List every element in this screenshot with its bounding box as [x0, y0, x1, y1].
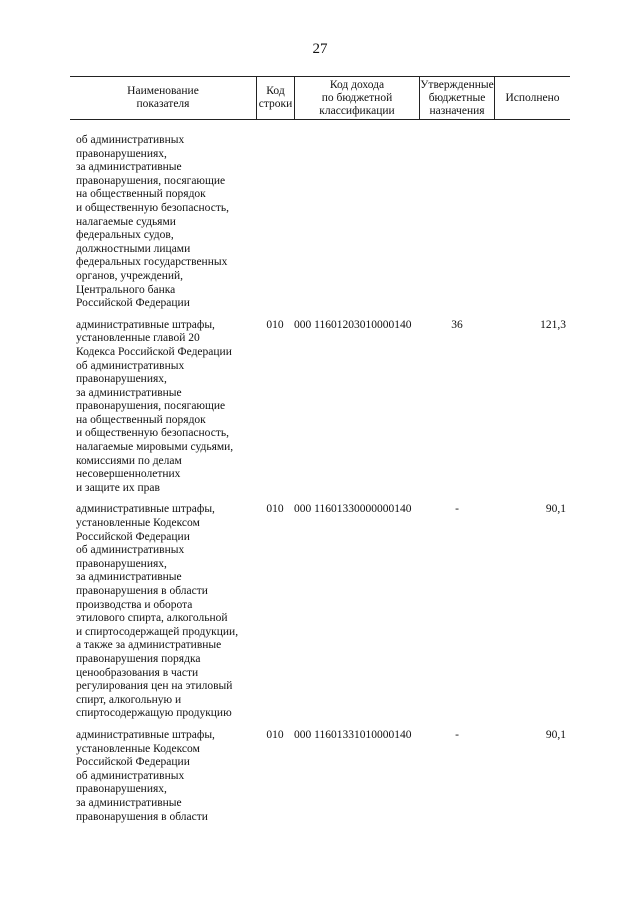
row-name: об административных правонарушениях, за административные правонарушения, посягающие на общественный порядок и общественную безопасность, налагаемые судьями федеральных судов, должностными лицами федеральных государственных органов, учреждений, Центрального банка Российской Федерации: [76, 134, 229, 310]
page-number: 27: [312, 41, 328, 57]
header-income-code: Код дохода по бюджетной классификации: [319, 78, 395, 117]
header-name: Наименование показателя: [127, 85, 199, 110]
row-income-code: 000 11601330000000140: [294, 503, 412, 516]
row-executed: 90,1: [545, 728, 566, 741]
row-income-code: 000 11601331010000140: [294, 728, 412, 741]
table-row: [70, 729, 570, 824]
row-name: административные штрафы, установленные главой 20 Кодекса Российской Федерации об административных правонарушениях, за административные правонарушения, посягающие на общественный порядок и общественную безопасность, налагаемые мировыми судьями, комиссиями по делам несовершеннолетних и защите их прав: [76, 318, 234, 494]
row-income-code: 000 11601203010000140: [294, 318, 412, 331]
row-line-code: 010: [266, 503, 284, 516]
header-line-code: Код строки: [258, 85, 293, 110]
row-approved: -: [455, 728, 459, 741]
row-line-code: 010: [266, 728, 284, 741]
table-body: [70, 134, 570, 832]
header-approved: Утвержденные бюджетные назначения: [420, 78, 494, 117]
header-executed: Исполнено: [505, 91, 560, 104]
row-line-code: 010: [266, 318, 284, 331]
row-executed: 90,1: [545, 503, 566, 516]
row-name: административные штрафы, установленные Кодексом Российской Федерации об административных правонарушениях, за административные правонарушения в области: [76, 728, 215, 823]
row-approved: -: [455, 503, 459, 516]
table-row: [70, 319, 570, 496]
table-row: [70, 134, 570, 311]
row-name: административные штрафы, установленные Кодексом Российской Федерации об административных правонарушениях, за административные правонарушения в области производства и оборота этилового спирта, алкогольной и спиртосодержащей продукции, а также за административные правонарушения порядка ценообразования в части регулирования цен на этиловый спирт, алкогольную и спиртосодержащую продукцию: [76, 503, 239, 720]
row-executed: 121,3: [540, 318, 566, 331]
row-approved: 36: [451, 318, 463, 331]
table-header: [70, 76, 570, 120]
table-row: [70, 503, 570, 721]
